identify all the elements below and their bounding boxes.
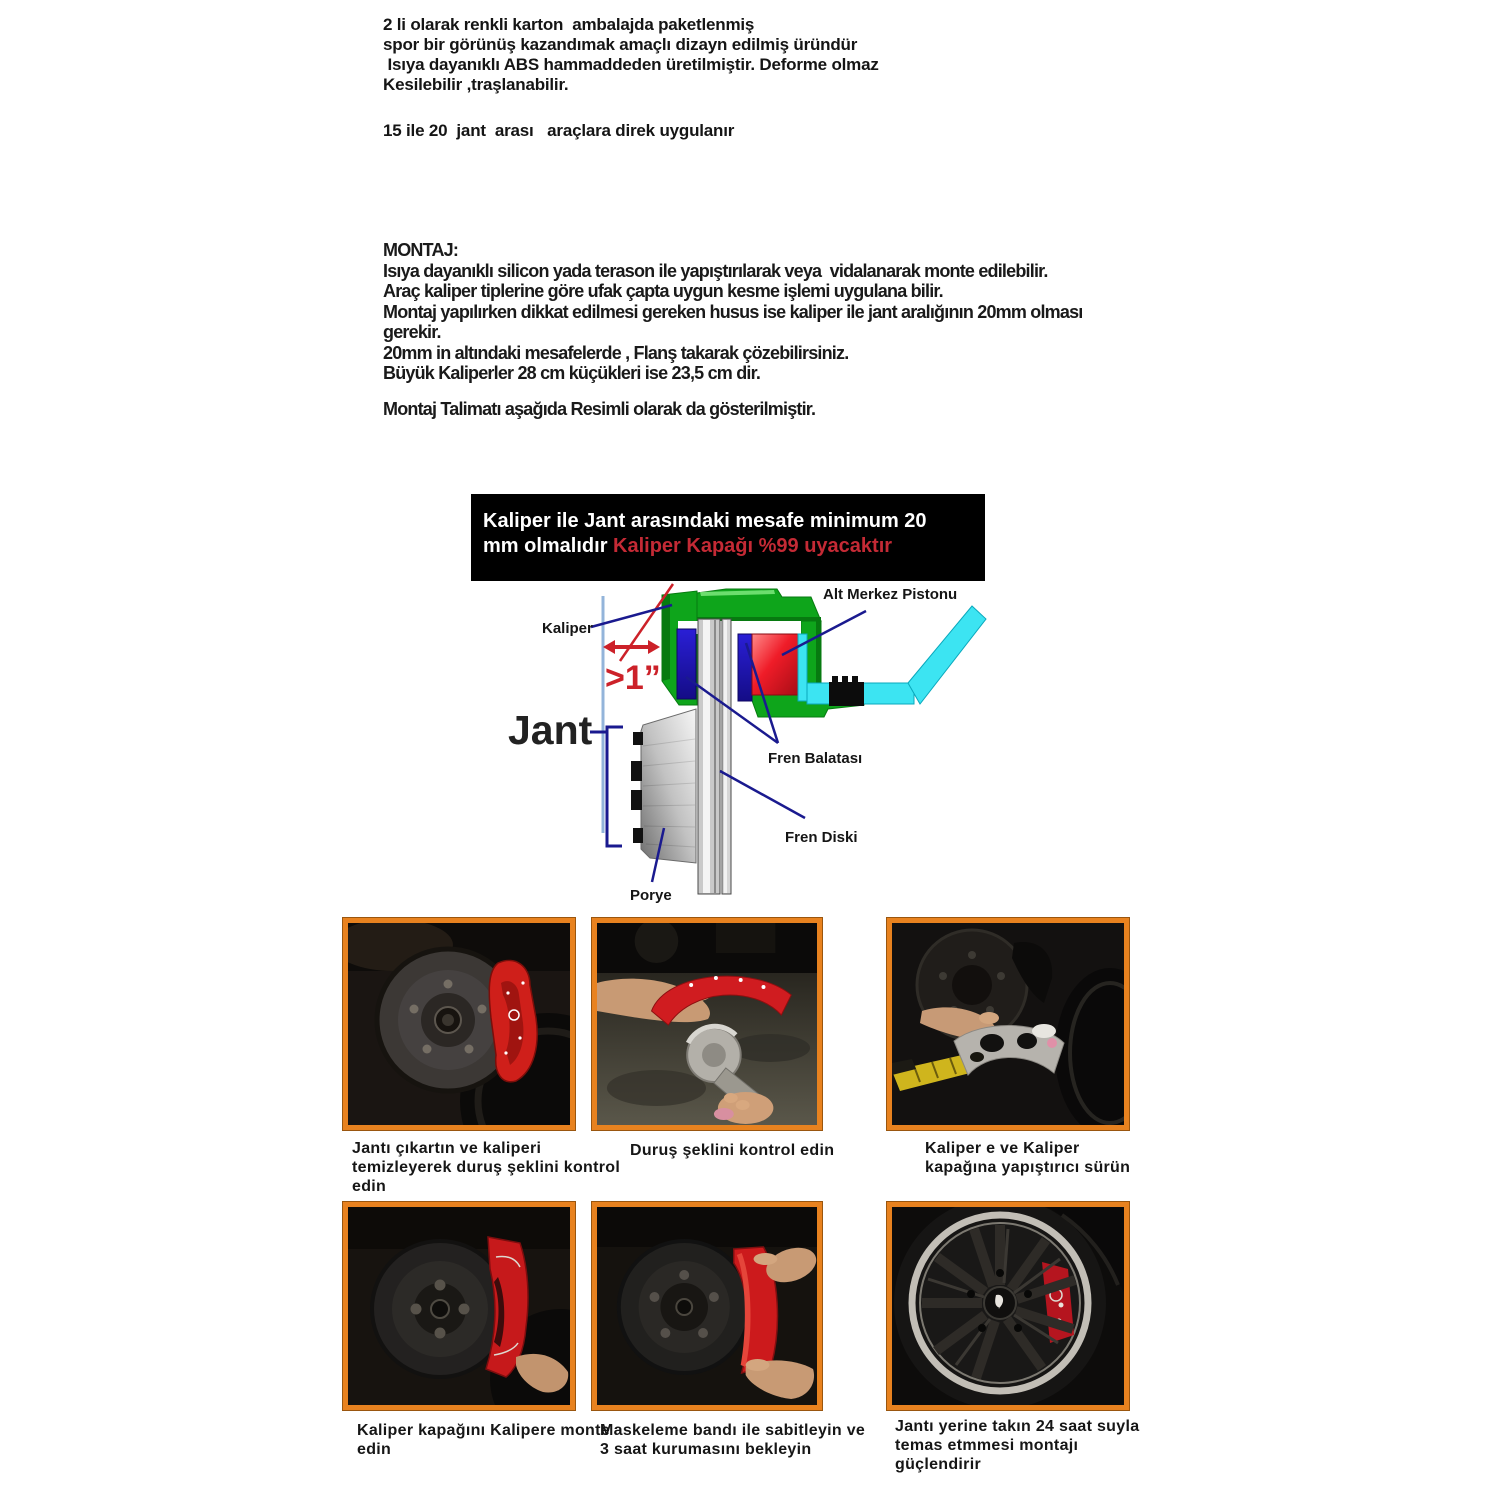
brake-pad-right (738, 634, 752, 701)
montaj-footer: Montaj Talimatı aşağıda Resimli olarak da gösterilmiştir. (383, 399, 816, 419)
photo-5-scene (597, 1207, 817, 1405)
step-caption-5: Maskeleme bandı ile sabitleyin ve 3 saat kurumasını bekleyin (600, 1422, 866, 1458)
step-photo-5 (592, 1202, 822, 1410)
fren-balatasi-label: Fren Balatası (768, 750, 863, 767)
montaj-line: Araç kaliper tiplerine göre ufak çapta uygun kesme işlemi uygulana bilir. (383, 281, 943, 301)
step-photo-3 (887, 918, 1129, 1130)
fren-diski-label: Fren Diski (785, 829, 858, 846)
photo-3-scene (892, 923, 1124, 1125)
montaj-line: gerekir. (383, 322, 441, 342)
brake-pad-left (677, 629, 696, 699)
brake-diagram (480, 581, 1000, 911)
intro-line: Isıya dayanıklı ABS hammaddeden üretilmiştir. Deforme olmaz (383, 55, 879, 74)
banner-line1: Kaliper ile Jant arasındaki mesafe minimum 20 (483, 510, 927, 532)
montaj-line: Isıya dayanıklı silicon yada terason ile yapıştırılarak veya vidalanarak monte edilebilir. (383, 260, 1048, 281)
montaj-title: MONTAJ: (383, 240, 459, 260)
photo-1-scene (348, 923, 570, 1125)
step-photo-2 (592, 918, 822, 1130)
brake-hose (798, 606, 986, 704)
brake-disc (698, 619, 731, 894)
hose-fitting (829, 676, 864, 706)
banner-line2-white: mm olmalıdır (483, 535, 614, 557)
montaj-line: Montaj yapılırken dikkat edilmesi gereken husus ise kaliper ile jant aralığının 20mm olması (383, 301, 1083, 322)
banner-line2-red: Kaliper Kapağı %99 uyacaktır (613, 535, 893, 557)
step-photo-4 (343, 1202, 575, 1410)
kaliper-label: Kaliper (542, 620, 593, 637)
step-caption-6: Jantı yerine takın 24 saat suyla temas etmmesi montajı güçlendirir (895, 1418, 1140, 1473)
intro-paragraph (383, 15, 879, 95)
montaj-line: Büyük Kaliperler 28 cm küçükleri ise 23,5 cm dir. (383, 363, 761, 383)
gap-label: >1” (605, 659, 661, 697)
alt-merkez-pistonu-label: Alt Merkez Pistonu (823, 586, 958, 603)
montaj-section (383, 240, 1083, 384)
porye-label: Porye (630, 887, 672, 904)
step-caption-1: Jantı çıkartın ve kaliperi temizleyerek duruş şeklini kontrol edin (352, 1140, 621, 1195)
step-caption-3: Kaliper e ve Kaliper kapağına yapıştırıcı sürün (925, 1140, 1131, 1176)
step-photo-1 (343, 918, 575, 1130)
intro-line: Kesilebilir ,traşlanabilir. (383, 75, 569, 94)
photo-4-scene (348, 1207, 570, 1405)
hub (631, 709, 696, 863)
banner-line2 (483, 534, 985, 559)
photo-2-scene (597, 923, 817, 1125)
jant-label: Jant (508, 707, 593, 753)
step-caption-2: Duruş şeklini kontrol edin (630, 1142, 835, 1159)
step-photo-6 (887, 1202, 1129, 1410)
warning-banner (471, 494, 985, 581)
intro-line: 2 li olarak renkli karton ambalajda paketlenmiş (383, 15, 755, 34)
intro-line: spor bir görünüş kazandımak amaçlı dizayn edilmiş üründür (383, 35, 858, 54)
montaj-line: 20mm in altındaki mesafelerde , Flanş takarak çözebilirsiniz. (383, 342, 849, 363)
fitment-line: 15 ile 20 jant arası araçlara direk uygulanır (383, 121, 735, 140)
photo-6-scene (892, 1207, 1124, 1405)
step-caption-4: Kaliper kapağını Kalipere monte edin (357, 1422, 610, 1458)
